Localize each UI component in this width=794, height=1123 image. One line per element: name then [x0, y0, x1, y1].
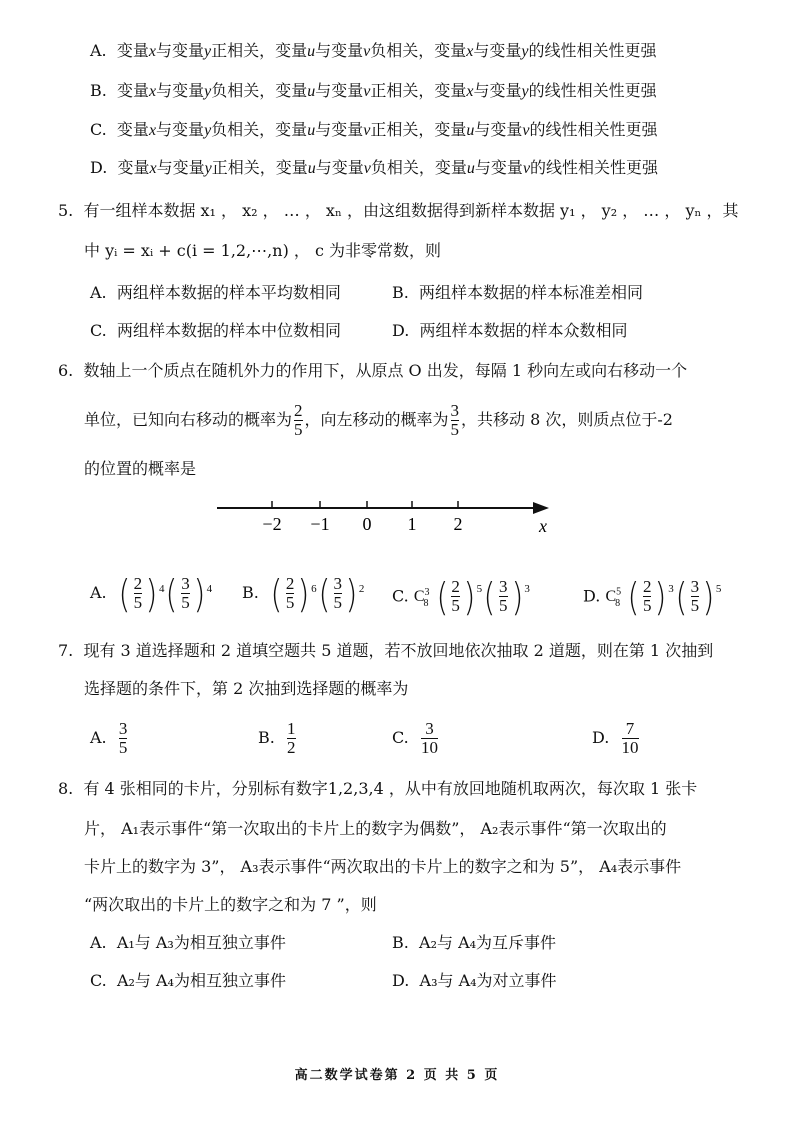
tick-label-1: 1	[407, 514, 417, 534]
q8-stem-line1	[58, 778, 697, 800]
q8-option-c: C. A₂与 A₄为相互独立事件	[90, 971, 286, 990]
q6-stem-line2: 单位，已知向右移动的概率为 $\frac{2}{5}$ ，向左移动的概率为 $\frac{3}{5}$ ，共移动 8 次，则质点位于-2	[84, 401, 673, 439]
q7-stem-1: 现有 3 道选择题和 2 道填空题共 5 道题，若不放回地依次抽取 2 道题，则在第 1 次抽到	[83, 641, 714, 660]
q4-option-d: D. 变量x与变量y正相关，变量u与变量v负相关，变量u与变量v的线性相关性更强	[90, 158, 659, 177]
tick-neg2	[262, 501, 281, 534]
tick-label-0: 0	[362, 514, 372, 534]
tick-2	[454, 501, 463, 534]
q7-option-d: D. $\frac{7}{10}$	[592, 719, 639, 757]
q8-stem-3: 卡片上的数字为 3”， A₃表示事件“两次取出的卡片上的数字之和为 5”， A₄表示事件	[84, 857, 682, 876]
q5-stem-2: 中 yᵢ = xᵢ + c(i = 1,2,⋯,n) ， c 为非零常数，则	[84, 241, 442, 260]
q5-option-d: D. 两组样本数据的样本众数相同	[392, 321, 628, 340]
q5-number: 5.	[58, 201, 74, 220]
q5-option-c: C. 两组样本数据的样本中位数相同	[90, 321, 341, 340]
tick-neg1	[310, 501, 329, 534]
q5-stem-line1	[58, 200, 739, 222]
tick-label-2: 2	[453, 514, 463, 534]
q7-option-c: C. $\frac{3}{10}$	[392, 719, 438, 757]
q6-option-a: A. ( $\frac{2}{5}$ ) $^4$ ( $\frac{3}{5}$ ) $^4$	[90, 571, 213, 616]
q8-option-b: B. A₂与 A₄为互斥事件	[392, 933, 557, 952]
q8-option-a: A. A₁与 A₃为相互独立事件	[90, 933, 286, 952]
q8-number: 8.	[58, 779, 74, 798]
tick-0	[363, 501, 372, 534]
q6-number: 6.	[58, 361, 74, 380]
q5-option-a: A. 两组样本数据的样本平均数相同	[90, 283, 341, 302]
q8-option-d: D. A₃与 A₄为对立事件	[392, 971, 557, 990]
q7-number: 7.	[58, 641, 74, 660]
number-line	[215, 496, 555, 540]
q7-option-a: A. $\frac{3}{5}$	[90, 719, 128, 757]
number-line-arrow	[533, 502, 549, 514]
page-footer: 高二数学试卷第 2 页 共 5 页	[294, 1068, 500, 1083]
tick-label-neg2: −2	[262, 514, 282, 534]
tick-1	[408, 501, 417, 534]
q8-stem-4: “两次取出的卡片上的数字之和为 7 ”，则	[84, 895, 377, 914]
q6-stem-line1	[58, 360, 687, 382]
axis-variable-x: x	[539, 516, 547, 536]
q7-stem-2: 选择题的条件下，第 2 次抽到选择题的概率为	[84, 679, 409, 698]
q7-stem-line1	[58, 640, 713, 662]
q5-option-b: B. 两组样本数据的样本标准差相同	[392, 283, 644, 302]
q8-stem-2: 片， A₁表示事件“第一次取出的卡片上的数字为偶数”， A₂表示事件“第一次取出的	[84, 819, 667, 838]
q6-p-right: $\frac{2}{5}$	[294, 401, 303, 439]
q6-option-b: B. ( $\frac{2}{5}$ ) $^6$ ( $\frac{3}{5}$ ) $^2$	[242, 571, 365, 616]
q6-stem-1: 数轴上一个质点在随机外力的作用下，从原点 O 出发，每隔 1 秒向左或向右移动一个	[83, 361, 688, 380]
q5-stem-1: 有一组样本数据 x₁ ， x₂ ， … ， xₙ ，由这组数据得到新样本数据 y₁ ， y₂ ， … ， yₙ ，其	[83, 201, 739, 220]
q4-option-b: B. 变量x与变量y负相关，变量u与变量v正相关，变量x与变量y的线性相关性更强	[90, 81, 657, 100]
q4-option-c: C. 变量x与变量y负相关，变量u与变量v正相关，变量u与变量v的线性相关性更强	[90, 120, 658, 139]
q6-option-c: C. $C^3_8$ ( $\frac{2}{5}$ ) $^5$ ( $\frac{3}{5}$ ) $^3$	[392, 574, 530, 619]
q6-stem-3: 的位置的概率是	[84, 459, 197, 478]
q7-option-b: B. $\frac{1}{2}$	[258, 719, 296, 757]
q6-p-left: $\frac{3}{5}$	[450, 401, 460, 439]
q4-option-a: A. 变量x与变量y正相关，变量u与变量v负相关，变量x与变量y的线性相关性更强	[90, 41, 657, 60]
q8-stem-1: 有 4 张相同的卡片，分别标有数字1,2,3,4 ，从中有放回地随机取两次，每次取 1 张卡	[83, 779, 698, 798]
tick-label-neg1: −1	[310, 514, 330, 534]
q6-option-d: D. $C^5_8$ ( $\frac{2}{5}$ ) $^3$ ( $\frac{3}{5}$ ) $^5$	[583, 574, 722, 619]
